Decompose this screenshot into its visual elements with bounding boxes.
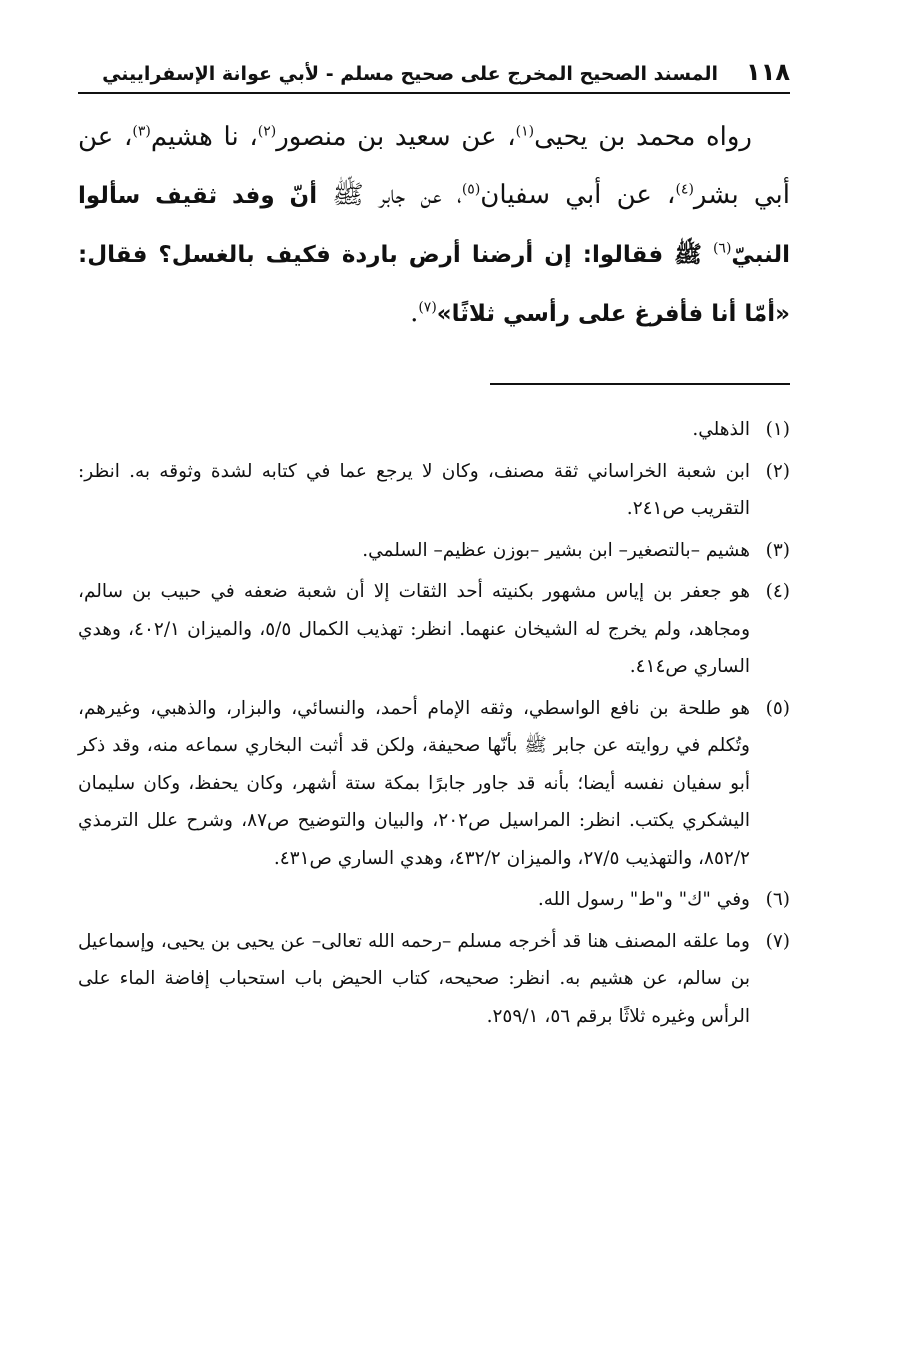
text-segment: ، عن سعيد بن منصور [276,122,516,152]
footnote [78,453,790,528]
text-segment: رواه محمد بن يحيى [534,122,752,152]
footnote-ref: (٢) [257,123,277,140]
footnote-number: (٥) [765,697,790,719]
footnote-text: هو طلحة بن نافع الواسطي، وثقه الإمام أحمد، والنسائي، والبزار، والذهبي، وغيرهم، وتُكلم في روايته عن جابر ﷺ بأنّها صحيفة، ولكن قد أثبت البخاري سماعه منه، وقد ذكر أبو سفيان نفسه أيضا؛ بأنه قد جاور جابرًا بمكة ستة أشهر، وكان يحفظ، وكان سليمان اليشكري يكتب. انظر: المراسيل ص٢٠٢، والبيان والتوضيح ص٨٧، وشرح علل الترمذي ٨٥٢/٢، والتهذيب ٢٧/٥، والميزان ٤٣٢/٢، وهدي الساري ص٤٣١. [78,697,750,869]
hadith-matn: أنّ وفد ثقيف سألوا النبيّ [78,183,790,268]
footnote-text: هشيم –بالتصغير– ابن بشير –بوزن عظيم– السلمي. [362,539,750,561]
footnote-number: (٢) [765,460,790,482]
footnote-text: وفي "ك" و"ط" رسول الله. [537,889,750,910]
book-page [78,52,790,1039]
footnote [78,573,790,686]
footnote-separator [490,383,790,385]
footnote-text: هو جعفر بن إياس مشهور بكنيته أحد الثقات إلا أن شعبة ضعفه في حبيب بن سالم، ومجاهد، ولم يخرج له الشيخان عنهما. انظر: تهذيب الكمال ٥/٥، والميزان ٤٠٢/١، وهدي الساري ص٤١٤. [78,581,750,677]
footnote-ref: (٤) [675,181,694,198]
footnote-ref: (٧) [418,299,437,316]
footnote-ref: (٥) [461,181,481,198]
footnote-text: ابن شعبة الخراساني ثقة مصنف، وكان لا يرجع عما في كتابه لشدة وثوقه به. انظر: التقريب ص٢٤١. [78,460,750,519]
footnote-number: (٤) [765,581,790,602]
footnote [78,923,790,1036]
footnotes-section [78,411,790,1035]
hadith-paragraph [78,108,790,343]
footnote [78,411,790,449]
running-title: المسند الصحيح المخرج على صحيح مسلم - لأبي عوانة الإسفراييني [102,63,719,85]
footnote-number: (٦) [765,889,790,910]
footnote [78,532,790,570]
footnote-ref: (١) [515,123,535,140]
hadith-matn: ﷺ فقالوا: إن أرضنا أرض باردة فكيف بالغسل؟ فقال: «أمّا أنا فأفرغ على رأسي ثلاثًا» [78,242,790,327]
running-head [78,52,790,94]
footnote-ref: (٦) [712,240,732,257]
footnote-number: (١) [765,419,790,440]
footnote [78,690,790,878]
text-segment: ، عن جابر ﷺ [317,180,462,210]
footnote [78,881,790,919]
footnote-text: الذهلي. [692,419,750,440]
footnote-ref: (٣) [132,123,151,140]
text-segment: ، عن أبي بشر [78,122,791,210]
text-segment: . [410,298,419,328]
footnote-number: (٣) [765,539,790,561]
footnote-text: وما علقه المصنف هنا قد أخرجه مسلم –رحمه الله تعالى– عن يحيى بن يحيى، وإسماعيل بن سالم، عن هشيم به. انظر: صحيحه، كتاب الحيض باب استحباب إفاضة الماء على الرأس وغيره ثلاثًا برقم ٥٦، ٢٥٩/١. [78,930,750,1027]
text-segment: ، نا هشيم [150,122,258,152]
page-number: ١١٨ [746,58,790,86]
footnote-number: (٧) [765,930,790,952]
text-segment: ، عن أبي سفيان [480,180,676,210]
